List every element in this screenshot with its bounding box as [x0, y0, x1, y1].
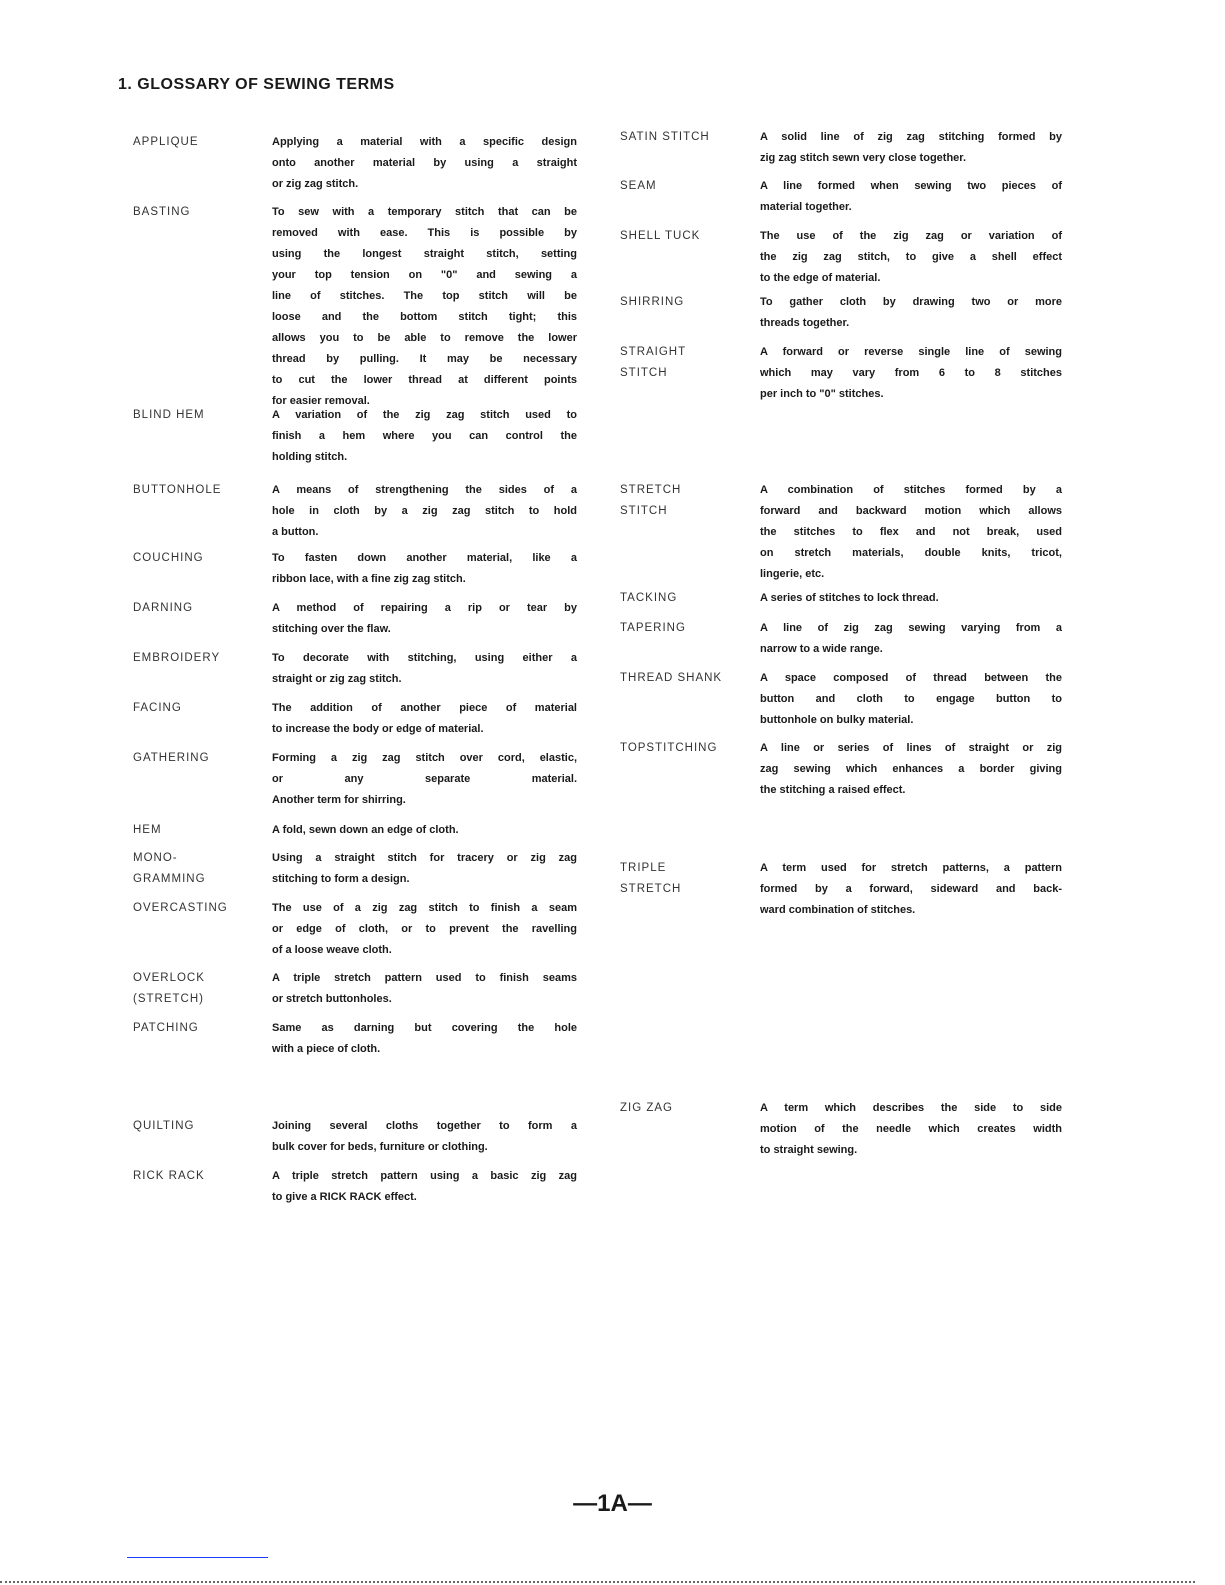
glossary-definition [272, 898, 577, 961]
glossary-term [133, 1018, 199, 1039]
glossary-definition [272, 202, 577, 412]
glossary-definition [272, 405, 577, 468]
definition-line: removed with ease. This is possible by [272, 227, 577, 239]
definition-line: using the longest straight stitch, setting [272, 248, 577, 260]
glossary-term [620, 226, 700, 247]
glossary-definition [760, 668, 1062, 731]
definition-line: formed by a forward, sideward and back- [760, 883, 1062, 895]
definition-line: to the edge of material. [760, 272, 881, 284]
definition-line: A variation of the zig zag stitch used to [272, 409, 577, 421]
term-line: SHELL TUCK [620, 230, 701, 242]
definition-line: The use of the zig zag or variation of [760, 230, 1062, 242]
glossary-definition [272, 1116, 577, 1158]
term-line: APPLIQUE [133, 136, 199, 148]
definition-line: a button. [272, 526, 319, 538]
definition-line: A space composed of thread between the [760, 672, 1062, 684]
definition-line: A combination of stitches formed by a [760, 484, 1062, 496]
glossary-definition [760, 226, 1062, 289]
term-line: TRIPLE [620, 862, 667, 874]
term-line: MONO- [133, 852, 178, 864]
definition-line: Applying a material with a specific design [272, 136, 577, 148]
glossary-definition [760, 858, 1062, 921]
glossary-term [133, 1116, 194, 1137]
glossary-term [620, 618, 686, 639]
definition-line: the stitches to flex and not break, used [760, 526, 1062, 538]
glossary-definition [272, 968, 577, 1010]
definition-line: stitching over the flaw. [272, 623, 391, 635]
term-line: TOPSTITCHING [620, 742, 718, 754]
term-line: STRETCH [620, 883, 682, 895]
definition-line: Another term for shirring. [272, 794, 406, 806]
definition-line: ward combination of stitches. [760, 904, 916, 916]
glossary-definition [272, 132, 577, 195]
glossary-term [620, 176, 657, 197]
definition-line: A forward or reverse single line of sewing [760, 346, 1062, 358]
definition-line: A line formed when sewing two pieces of [760, 180, 1062, 192]
glossary-term [133, 748, 210, 769]
glossary-definition [760, 127, 1062, 169]
definition-line: lingerie, etc. [760, 568, 825, 580]
page-number: —1A— [573, 1490, 652, 1517]
glossary-term [133, 598, 193, 619]
definition-line: of a loose weave cloth. [272, 944, 392, 956]
glossary-definition [272, 1166, 577, 1208]
glossary-definition [760, 738, 1062, 801]
glossary-definition [760, 292, 1062, 334]
glossary-term [133, 132, 199, 153]
glossary-term [620, 292, 684, 313]
definition-line: To gather cloth by drawing two or more [760, 296, 1062, 308]
glossary-term [133, 698, 182, 719]
glossary-term [133, 648, 220, 669]
glossary-definition [272, 820, 577, 841]
glossary-definition [272, 848, 577, 890]
definition-line: To decorate with stitching, using either a [272, 652, 577, 664]
glossary-term [620, 127, 710, 148]
glossary-term [133, 898, 228, 919]
definition-line: loose and the bottom stitch tight; this [272, 311, 577, 323]
glossary-definition [760, 618, 1062, 660]
definition-line: motion of the needle which creates width [760, 1123, 1062, 1135]
term-line: SHIRRING [620, 296, 685, 308]
definition-line: A triple stretch pattern used to finish seams [272, 972, 577, 984]
glossary-term [620, 480, 681, 522]
glossary-definition [272, 548, 577, 590]
definition-line: Forming a zig zag stitch over cord, elastic, [272, 752, 577, 764]
glossary-definition [272, 648, 577, 690]
definition-line: Joining several cloths together to form a [272, 1120, 577, 1132]
glossary-definition [760, 1098, 1062, 1161]
glossary-term [133, 548, 204, 569]
definition-line: button and cloth to engage button to [760, 693, 1062, 705]
definition-line: your top tension on "0" and sewing a [272, 269, 577, 281]
definition-line: To fasten down another material, like a [272, 552, 577, 564]
definition-line: hole in cloth by a zig zag stitch to hold [272, 505, 577, 517]
definition-line: To sew with a temporary stitch that can be [272, 206, 577, 218]
link-underline [127, 1557, 268, 1558]
glossary-term [620, 668, 722, 689]
definition-line: buttonhole on bulky material. [760, 714, 914, 726]
definition-line: the stitching a raised effect. [760, 784, 906, 796]
term-line: THREAD SHANK [620, 672, 723, 684]
definition-line: forward and backward motion which allows [760, 505, 1062, 517]
definition-line: or zig zag stitch. [272, 178, 359, 190]
glossary-term [133, 1166, 205, 1187]
term-line: STRETCH [620, 484, 682, 496]
glossary-term [133, 820, 162, 841]
definition-line: A method of repairing a rip or tear by [272, 602, 577, 614]
glossary-definition [272, 480, 577, 543]
definition-line: for easier removal. [272, 395, 370, 407]
term-line: GATHERING [133, 752, 210, 764]
definition-line: A triple stretch pattern using a basic zig zag [272, 1170, 577, 1182]
term-line: BLIND HEM [133, 409, 205, 421]
definition-line: to give a RICK RACK effect. [272, 1191, 417, 1203]
definition-line: allows you to be able to remove the lower [272, 332, 577, 344]
glossary-definition [272, 598, 577, 640]
term-line: QUILTING [133, 1120, 195, 1132]
glossary-term [133, 202, 190, 223]
term-line: (STRETCH) [133, 993, 204, 1005]
term-line: PATCHING [133, 1022, 199, 1034]
definition-line: to straight sewing. [760, 1144, 858, 1156]
glossary-definition [760, 342, 1062, 405]
glossary-definition [760, 176, 1062, 218]
term-line: OVERCASTING [133, 902, 228, 914]
definition-line: A line or series of lines of straight or zig [760, 742, 1062, 754]
definition-line: onto another material by using a straight [272, 157, 577, 169]
definition-line: or edge of cloth, or to prevent the ravelling [272, 923, 577, 935]
term-line: FACING [133, 702, 182, 714]
glossary-term [620, 858, 681, 900]
definition-line: line of stitches. The top stitch will be [272, 290, 577, 302]
term-line: RICK RACK [133, 1170, 205, 1182]
definition-line: threads together. [760, 317, 850, 329]
definition-line: or any separate material. [272, 773, 577, 785]
term-line: ZIG ZAG [620, 1102, 673, 1114]
term-line: STITCH [620, 367, 668, 379]
page-border-divider [0, 1581, 1195, 1583]
glossary-term [133, 968, 205, 1010]
definition-line: which may vary from 6 to 8 stitches [760, 367, 1062, 379]
definition-line: A fold, sewn down an edge of cloth. [272, 824, 459, 836]
glossary-term [620, 738, 717, 759]
glossary-term [620, 1098, 673, 1119]
term-line: SEAM [620, 180, 657, 192]
definition-line: on stretch materials, double knits, tricot, [760, 547, 1062, 559]
glossary-term [620, 342, 686, 384]
glossary-term [133, 480, 221, 501]
glossary-term [133, 405, 205, 426]
glossary-term [133, 848, 206, 890]
glossary-definition [272, 698, 577, 740]
definition-line: or stretch buttonholes. [272, 993, 392, 1005]
term-line: HEM [133, 824, 162, 836]
definition-line: finish a hem where you can control the [272, 430, 577, 442]
definition-line: Using a straight stitch for tracery or zig zag [272, 852, 577, 864]
definition-line: straight or zig zag stitch. [272, 673, 402, 685]
term-line: EMBROIDERY [133, 652, 221, 664]
definition-line: holding stitch. [272, 451, 348, 463]
definition-line: to cut the lower thread at different points [272, 374, 577, 386]
term-line: COUCHING [133, 552, 204, 564]
definition-line: A series of stitches to lock thread. [760, 592, 939, 604]
definition-line: with a piece of cloth. [272, 1043, 381, 1055]
definition-line: narrow to a wide range. [760, 643, 883, 655]
definition-line: stitching to form a design. [272, 873, 410, 885]
term-line: OVERLOCK [133, 972, 205, 984]
definition-line: zig zag stitch sewn very close together. [760, 152, 967, 164]
definition-line: bulk cover for beds, furniture or clothing. [272, 1141, 488, 1153]
term-line: TAPERING [620, 622, 686, 634]
definition-line: material together. [760, 201, 852, 213]
term-line: TACKING [620, 592, 678, 604]
term-line: STRAIGHT [620, 346, 687, 358]
glossary-definition [760, 588, 1062, 609]
term-line: SATIN STITCH [620, 131, 710, 143]
term-line: BUTTONHOLE [133, 484, 222, 496]
definition-line: to increase the body or edge of material. [272, 723, 484, 735]
glossary-term [620, 588, 677, 609]
term-line: DARNING [133, 602, 194, 614]
term-line: BASTING [133, 206, 191, 218]
definition-line: ribbon lace, with a fine zig zag stitch. [272, 573, 466, 585]
term-line: GRAMMING [133, 873, 206, 885]
definition-line: The use of a zig zag stitch to finish a seam [272, 902, 577, 914]
glossary-definition [760, 480, 1062, 585]
definition-line: per inch to "0" stitches. [760, 388, 884, 400]
definition-line: A line of zig zag sewing varying from a [760, 622, 1062, 634]
definition-line: A term used for stretch patterns, a pattern [760, 862, 1062, 874]
page-title: 1. GLOSSARY OF SEWING TERMS [118, 76, 395, 93]
definition-line: Same as darning but covering the hole [272, 1022, 577, 1034]
definition-line: The addition of another piece of material [272, 702, 577, 714]
term-line: STITCH [620, 505, 668, 517]
definition-line: zag sewing which enhances a border giving [760, 763, 1062, 775]
definition-line: thread by pulling. It may be necessary [272, 353, 577, 365]
glossary-definition [272, 1018, 577, 1060]
definition-line: A term which describes the side to side [760, 1102, 1062, 1114]
definition-line: A means of strengthening the sides of a [272, 484, 577, 496]
definition-line: the zig zag stitch, to give a shell effect [760, 251, 1062, 263]
definition-line: A solid line of zig zag stitching formed by [760, 131, 1062, 143]
glossary-definition [272, 748, 577, 811]
